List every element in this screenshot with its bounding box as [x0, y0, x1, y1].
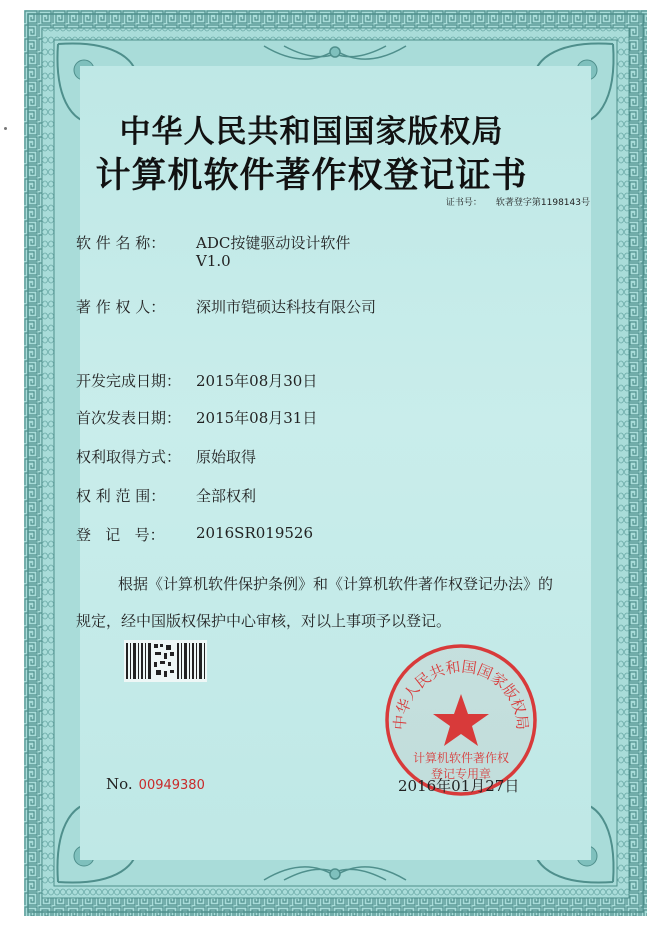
- field-rights-scope: [76, 485, 257, 506]
- field-label: 登 记 号：: [76, 526, 165, 544]
- field-label: 权利取得方式：: [76, 448, 182, 466]
- field-value-version: V1.0: [196, 252, 231, 270]
- serial-number-value: 00949380: [138, 778, 205, 793]
- field-value: 2016SR019526: [196, 524, 314, 542]
- field-value: 2015年08月31日: [196, 409, 318, 427]
- seal-line-2: 登记专用章: [430, 767, 492, 781]
- field-value: 2015年08月30日: [196, 372, 318, 390]
- field-label: 著 作 权 人：: [76, 298, 166, 316]
- statement-line-2: 规定，经中国版权保护中心审核，对以上事项予以登记。: [76, 612, 452, 630]
- field-copyright-owner: [76, 296, 377, 317]
- serial-number-label: No.: [106, 775, 133, 793]
- field-acquisition-method: [76, 446, 257, 467]
- certificate-number-value: 软著登字第1198143号: [495, 198, 590, 208]
- field-value: 全部权利: [196, 487, 257, 505]
- barcode: [124, 640, 207, 682]
- certificate-number: [446, 195, 590, 208]
- field-software-name: [76, 232, 351, 270]
- field-label: 软 件 名 称：: [76, 234, 166, 252]
- seal-line-1: 计算机软件著作权: [412, 751, 510, 765]
- issuer-title: 中华人民共和国国家版权局: [119, 114, 504, 150]
- field-registration-number: [76, 524, 314, 545]
- field-label: 开发完成日期：: [76, 372, 182, 390]
- seal-ring-text: 中华人民共和国国家版权局: [390, 657, 532, 731]
- serial-number: [106, 775, 205, 793]
- issue-date: 2016年01月27日: [398, 777, 520, 795]
- field-value: 原始取得: [196, 448, 257, 466]
- field-development-date: [76, 370, 318, 391]
- field-label: 权 利 范 围：: [76, 487, 166, 505]
- certificate-title: 计算机软件著作权登记证书: [95, 155, 528, 196]
- statement-line-1: 根据《计算机软件保护条例》和《计算机软件著作权登记办法》的: [118, 575, 554, 593]
- field-value: 深圳市铠硕达科技有限公司: [196, 298, 377, 316]
- field-value: ADC按键驱动设计软件: [196, 234, 351, 252]
- field-label: 首次发表日期：: [76, 409, 182, 427]
- certificate-number-label: 证书号：: [445, 198, 482, 208]
- field-publication-date: [76, 407, 318, 428]
